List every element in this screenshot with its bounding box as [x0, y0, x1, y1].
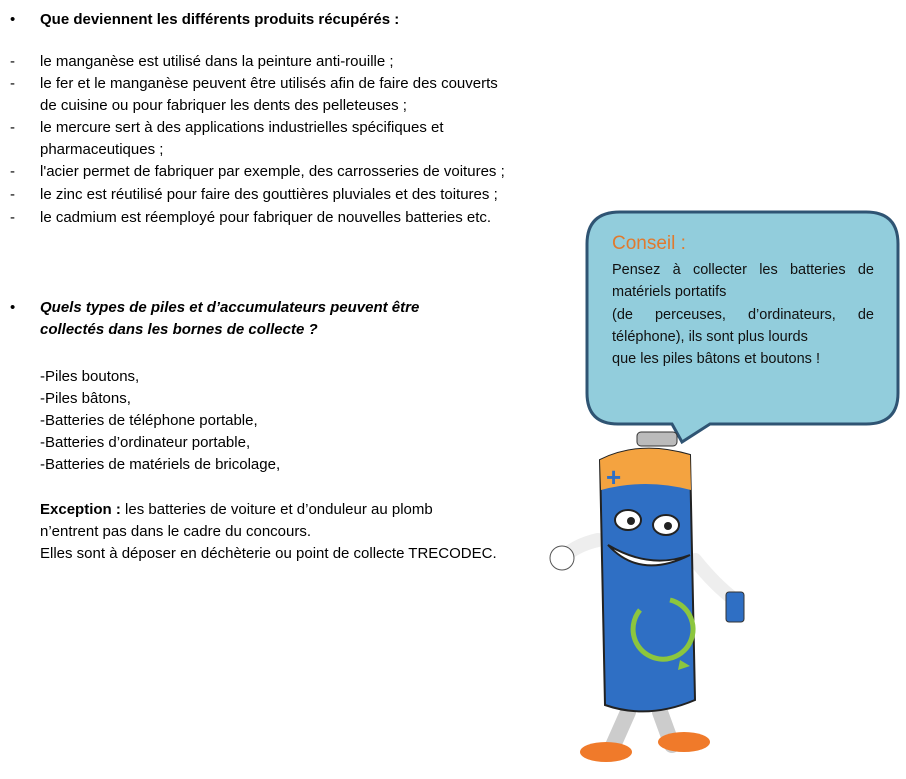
- bubble-title: Conseil :: [612, 233, 686, 254]
- dash: -: [10, 119, 15, 136]
- section-title: collectés dans les bornes de collecte ?: [40, 321, 318, 338]
- bubble-text: que les piles bâtons et boutons !: [612, 351, 820, 367]
- list-item: de cuisine ou pour fabriquer les dents des pelleteuses ;: [40, 97, 407, 114]
- bubble-text: Pensez à collecter les batteries de: [612, 262, 874, 278]
- list-item: -Batteries d’ordinateur portable,: [40, 434, 251, 451]
- dash: -: [10, 163, 15, 180]
- section-title: Que deviennent les différents produits récupérés :: [40, 11, 400, 28]
- list-item: le cadmium est réemployé pour fabriquer de nouvelles batteries etc.: [40, 209, 492, 226]
- battery-mascot-icon: [550, 432, 744, 762]
- list-item: le fer et le manganèse peuvent être utilisés afin de faire des couverts: [40, 75, 498, 92]
- plus-icon: +: [606, 462, 622, 492]
- dash: -: [10, 75, 15, 92]
- exception-text: les batteries de voiture et d’onduleur au plomb: [120, 501, 433, 518]
- exception-label: Exception :: [40, 501, 121, 518]
- bullet: •: [10, 299, 16, 316]
- list-item: le manganèse est utilisé dans la peinture anti-rouille ;: [40, 53, 394, 70]
- list-item: -Batteries de matériels de bricolage,: [40, 456, 281, 473]
- list-item: le zinc est réutilisé pour faire des gouttières pluviales et des toitures ;: [40, 186, 498, 203]
- dash: -: [10, 53, 15, 70]
- list-item: -Piles boutons,: [40, 368, 140, 385]
- bubble-text: (de perceuses, d’ordinateurs, de: [612, 307, 874, 323]
- exception-line: Elles sont à déposer en déchèterie ou point de collecte TRECODEC.: [40, 545, 497, 562]
- bubble-text: matériels portatifs: [612, 284, 727, 300]
- exception-line: n’entrent pas dans le cadre du concours.: [40, 523, 312, 540]
- bubble-text: téléphone), ils sont plus lourds: [612, 329, 808, 345]
- list-item: l'acier permet de fabriquer par exemple, des carrosseries de voitures ;: [40, 163, 505, 180]
- dash: -: [10, 186, 15, 203]
- bullet: •: [10, 11, 16, 28]
- list-item: -Piles bâtons,: [40, 390, 131, 407]
- list-item: pharmaceutiques ;: [40, 141, 164, 158]
- list-item: le mercure sert à des applications industrielles spécifiques et: [40, 119, 444, 136]
- dash: -: [10, 209, 15, 226]
- section-title: Quels types de piles et d’accumulateurs peuvent être: [40, 299, 420, 316]
- list-item: -Batteries de téléphone portable,: [40, 412, 258, 429]
